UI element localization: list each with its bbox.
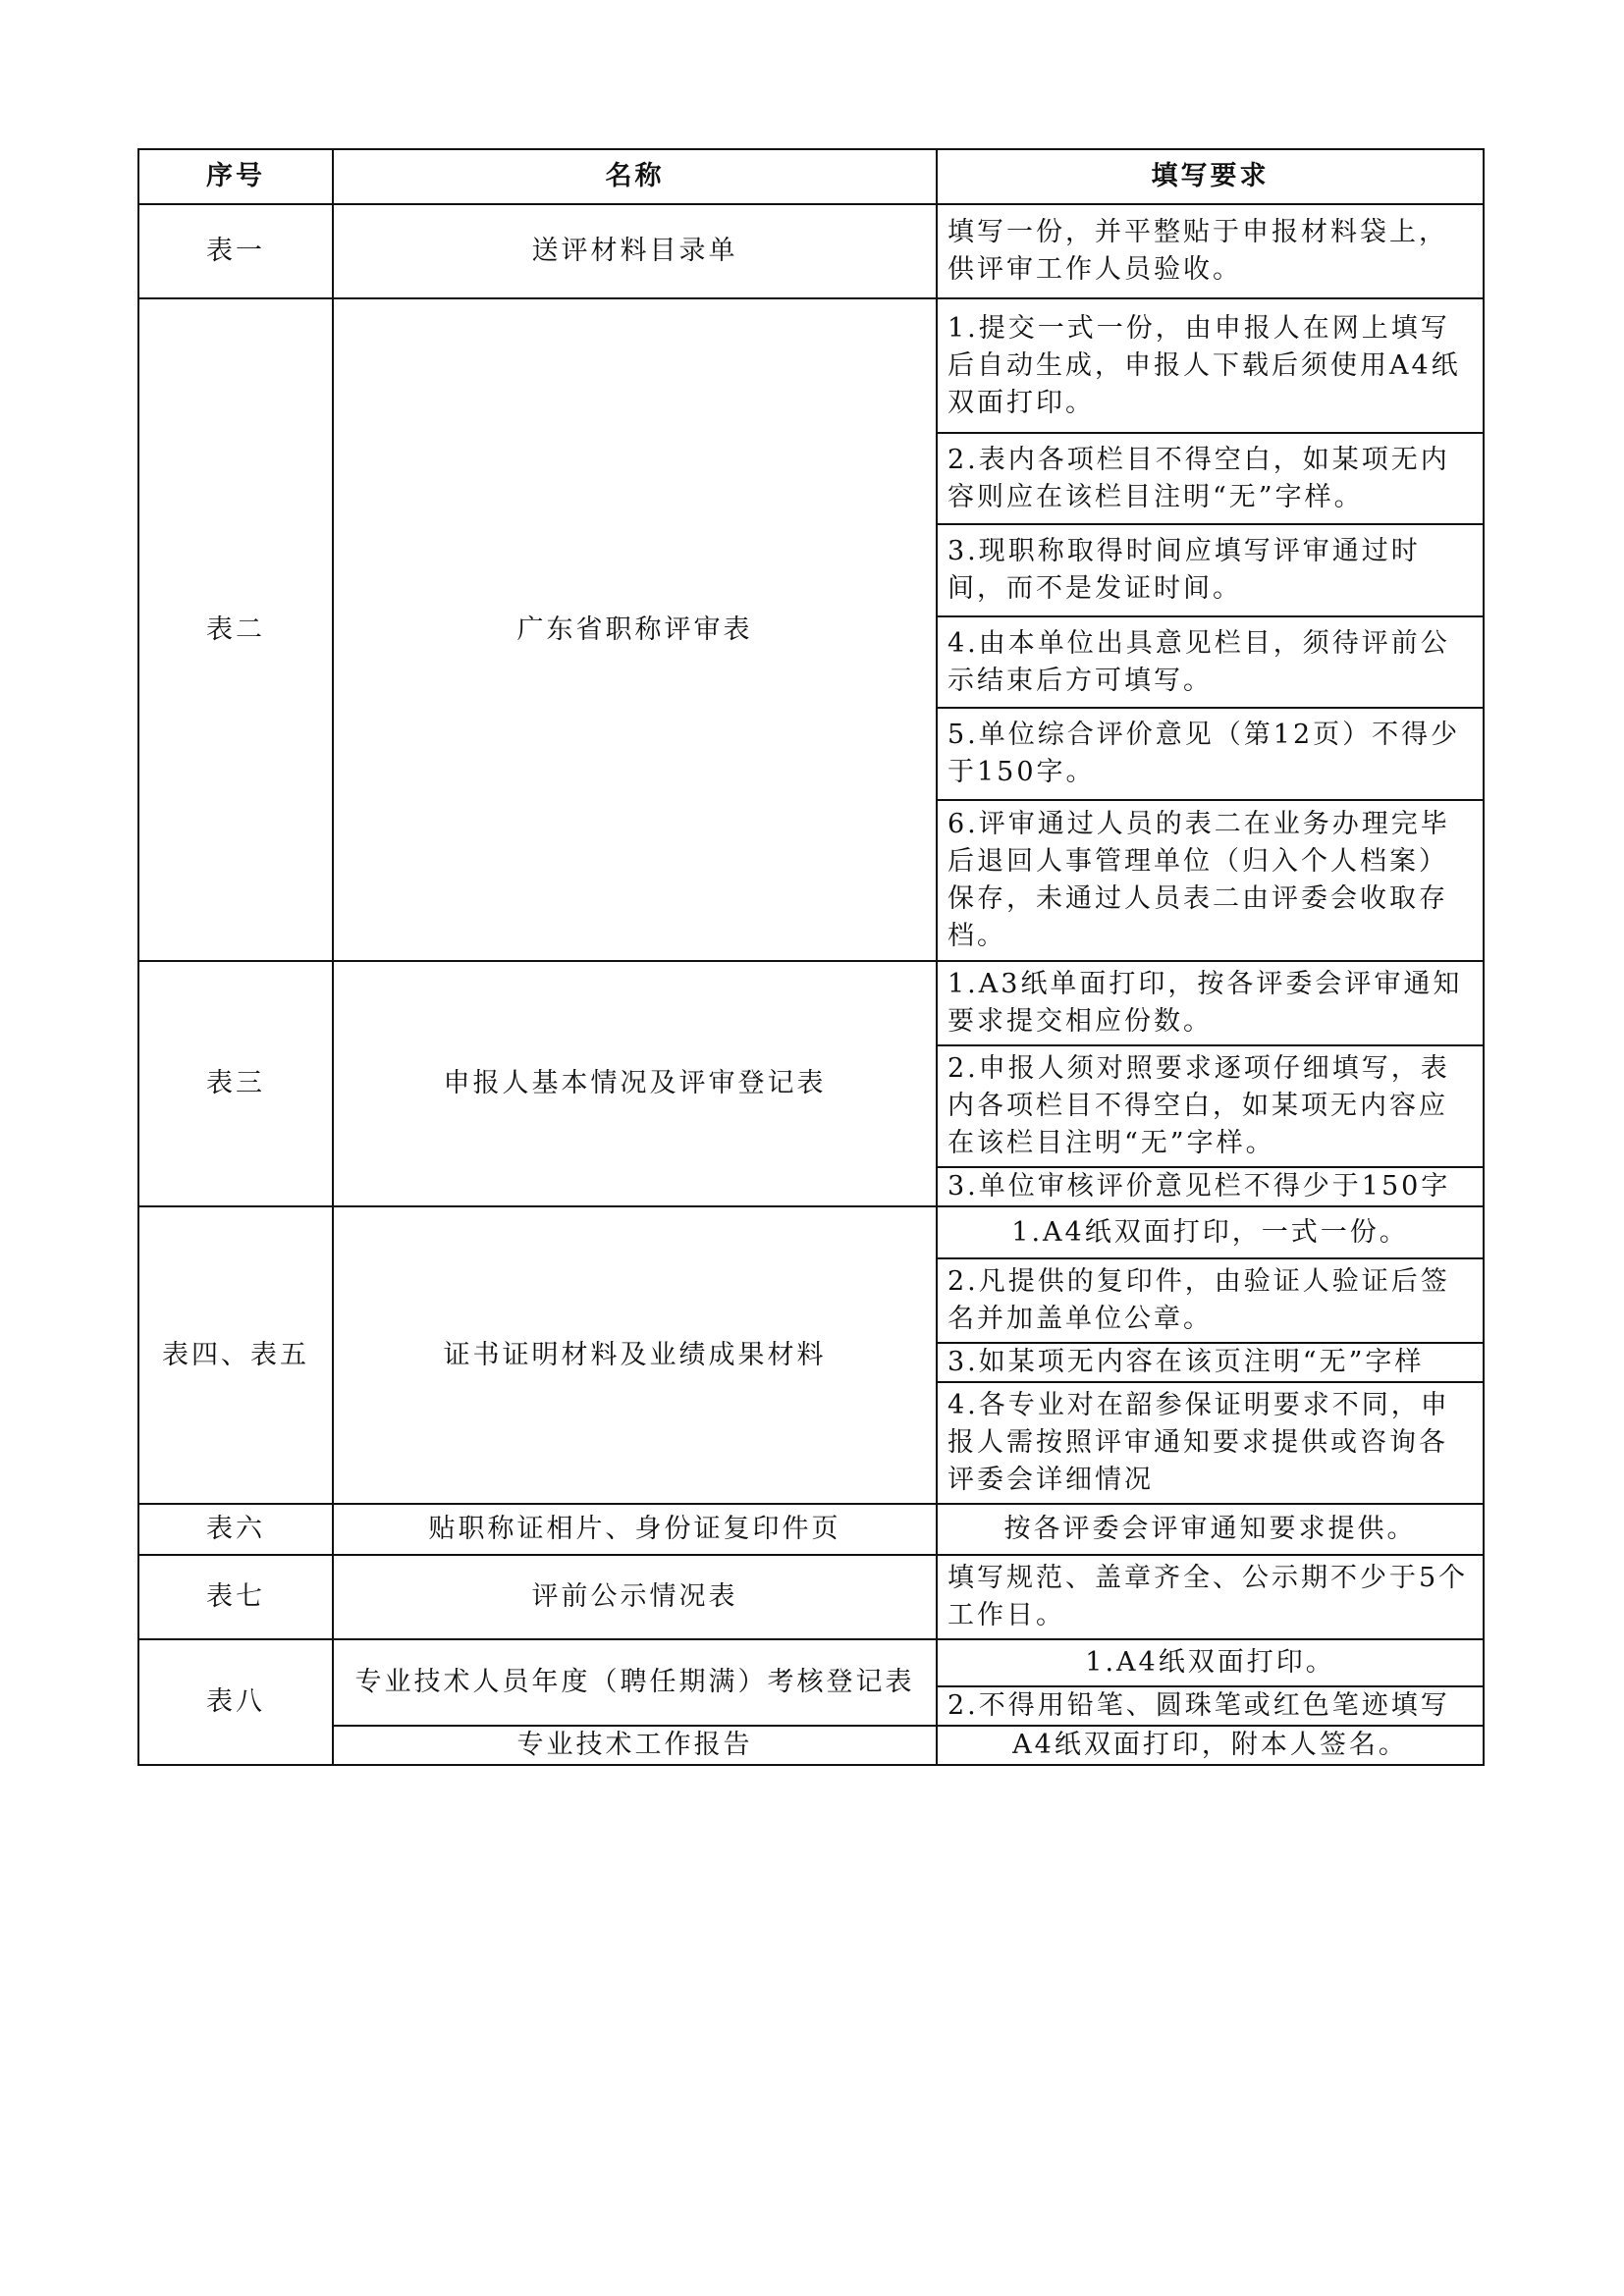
row-requirement: 按各评委会评审通知要求提供。 — [937, 1504, 1484, 1555]
row-requirement: 3.现职称取得时间应填写评审通过时间，而不是发证时间。 — [937, 524, 1484, 616]
row-requirement: 2.不得用铅笔、圆珠笔或红色笔迹填写 — [937, 1686, 1484, 1726]
row-requirement: 2.表内各项栏目不得空白，如某项无内容则应在该栏目注明“无”字样。 — [937, 433, 1484, 524]
header-requirements: 填写要求 — [937, 149, 1484, 204]
row-requirement: 4.各专业对在韶参保证明要求不同，申报人需按照评审通知要求提供或咨询各评委会详细情况 — [937, 1382, 1484, 1504]
row-name: 评前公示情况表 — [333, 1555, 937, 1639]
row-serial: 表八 — [138, 1639, 333, 1765]
row-requirement: 填写规范、盖章齐全、公示期不少于5个工作日。 — [937, 1555, 1484, 1639]
table-row — [138, 204, 1484, 298]
table-row — [138, 1504, 1484, 1555]
row-name: 申报人基本情况及评审登记表 — [333, 961, 937, 1206]
row-serial: 表六 — [138, 1504, 333, 1555]
row-serial: 表三 — [138, 961, 333, 1206]
table-row — [138, 298, 1484, 433]
row-name: 送评材料目录单 — [333, 204, 937, 298]
row-requirement: 4.由本单位出具意见栏目，须待评前公示结束后方可填写。 — [937, 616, 1484, 708]
table-row — [138, 1726, 1484, 1765]
row-requirement: 1.提交一式一份，由申报人在网上填写后自动生成，申报人下载后须使用A4纸双面打印。 — [937, 298, 1484, 433]
table-header-row — [138, 149, 1484, 204]
row-name: 广东省职称评审表 — [333, 298, 937, 961]
header-serial-number: 序号 — [138, 149, 333, 204]
row-name: 贴职称证相片、身份证复印件页 — [333, 1504, 937, 1555]
row-requirement: 1.A4纸双面打印，一式一份。 — [937, 1206, 1484, 1258]
row-requirement: 3.如某项无内容在该页注明“无”字样 — [937, 1343, 1484, 1382]
table-row — [138, 1555, 1484, 1639]
row-requirement: A4纸双面打印，附本人签名。 — [937, 1726, 1484, 1765]
row-serial: 表一 — [138, 204, 333, 298]
header-name: 名称 — [333, 149, 937, 204]
row-serial: 表二 — [138, 298, 333, 961]
row-name: 专业技术人员年度（聘任期满）考核登记表 — [333, 1639, 937, 1726]
row-name: 证书证明材料及业绩成果材料 — [333, 1206, 937, 1504]
row-requirement: 1.A3纸单面打印，按各评委会评审通知要求提交相应份数。 — [937, 961, 1484, 1045]
row-requirement: 2.凡提供的复印件，由验证人验证后签名并加盖单位公章。 — [937, 1258, 1484, 1343]
row-requirement: 1.A4纸双面打印。 — [937, 1639, 1484, 1686]
row-name-extra: 专业技术工作报告 — [333, 1726, 937, 1765]
row-requirement: 填写一份，并平整贴于申报材料袋上，供评审工作人员验收。 — [937, 204, 1484, 298]
row-requirement: 2.申报人须对照要求逐项仔细填写，表内各项栏目不得空白，如某项无内容应在该栏目注明“无”字样。 — [937, 1045, 1484, 1167]
row-requirement: 6.评审通过人员的表二在业务办理完毕后退回人事管理单位（归入个人档案）保存，未通过人员表二由评委会收取存档。 — [937, 800, 1484, 961]
requirements-table — [137, 148, 1485, 1766]
table-row — [138, 961, 1484, 1045]
table-row — [138, 1206, 1484, 1258]
table-row — [138, 1639, 1484, 1686]
row-requirement: 3.单位审核评价意见栏不得少于150字 — [937, 1167, 1484, 1206]
row-requirement: 5.单位综合评价意见（第12页）不得少于150字。 — [937, 708, 1484, 800]
row-serial: 表四、表五 — [138, 1206, 333, 1504]
row-serial: 表七 — [138, 1555, 333, 1639]
